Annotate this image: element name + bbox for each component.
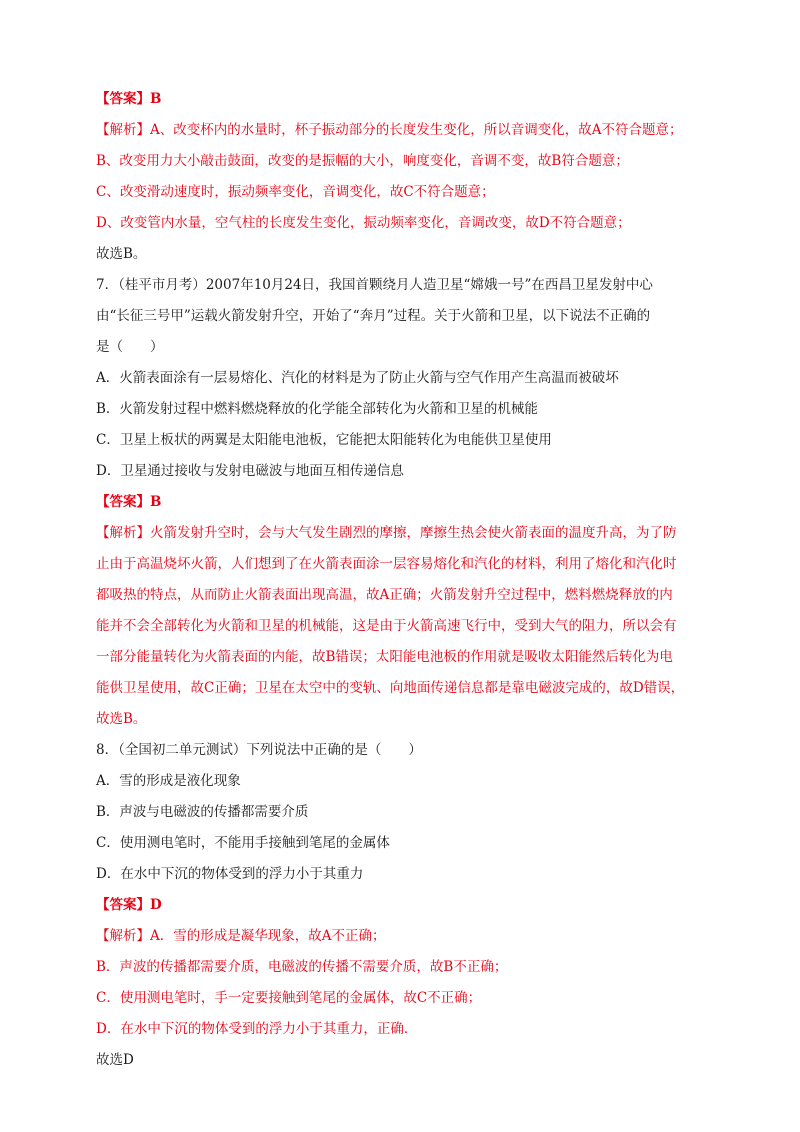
question-7-option-d: D．卫星通过接收与发射电磁波与地面互相传递信息 [96,463,404,479]
analysis-line: 能供卫星使用，故C正确；卫星在太空中的变轨、向地面传递信息都是靠电磁波完成的，故D错误， [96,680,685,696]
question-7-stem-line: 7．（桂平市月考）2007年10月24日，我国首颗绕月人造卫星“嫦娥一号”在西昌卫星发射中心 [96,277,653,293]
answer-label: 【答案】B [96,494,162,510]
analysis-line: 【解析】A、改变杯内的水量时，杯子振动部分的长度发生变化，所以音调变化，故A不符合题意； [96,122,683,138]
question-7-option-b: B．火箭发射过程中燃料燃烧释放的化学能全部转化为火箭和卫星的机械能 [96,401,538,417]
analysis-line: B．声波的传播都需要介质，电磁波的传播不需要介质，故B不正确； [96,959,508,975]
analysis-line: C、改变滑动速度时，振动频率变化，音调变化，故C不符合题意； [96,184,495,200]
analysis-line: B、改变用力大小敲击鼓面，改变的是振幅的大小，响度变化，音调不变，故B符合题意； [96,153,629,169]
conclusion-line: 故选B。 [96,246,147,262]
analysis-line: 一部分能量转化为火箭表面的内能，故B错误；太阳能电池板的作用就是吸收太阳能然后转化为电 [96,649,673,665]
question-8-option-d: D．在水中下沉的物体受到的浮力小于其重力 [96,866,364,882]
analysis-line: 【解析】火箭发射升空时，会与大气发生剧烈的摩擦，摩擦生热会使火箭表面的温度升高，为了防 [96,525,677,541]
analysis-line: 能并不会全部转化为火箭和卫星的机械能，这是由于火箭高速飞行中，受到大气的阻力，所以会有 [96,618,677,634]
question-8-option-a: A．雪的形成是液化现象 [96,773,241,789]
answer-label: 【答案】D [96,897,162,913]
analysis-line: C．使用测电笔时，手一定要接触到笔尾的金属体，故C不正确； [96,990,482,1006]
conclusion-line: 故选D [96,1052,134,1068]
answer-label: 【答案】B [96,91,162,107]
question-8-stem: 8．（全国初二单元测试）下列说法中正确的是（ ） [96,742,422,758]
question-7-option-a: A．火箭表面涂有一层易熔化、汽化的材料是为了防止火箭与空气作用产生高温而被破坏 [96,370,619,386]
question-8-option-c: C．使用测电笔时，不能用手接触到笔尾的金属体 [96,835,390,851]
analysis-line: 【解析】A．雪的形成是凝华现象，故A不正确； [96,928,386,944]
question-7-option-c: C．卫星上板状的两翼是太阳能电池板，它能把太阳能转化为电能供卫星使用 [96,432,552,448]
analysis-line: 都吸热的特点，从而防止火箭表面出现高温，故A正确；火箭发射升空过程中，燃料燃烧释放的内 [96,587,673,603]
analysis-line: 止由于高温烧坏火箭，人们想到了在火箭表面涂一层容易熔化和汽化的材料，利用了熔化和汽化时 [96,556,677,572]
question-8-option-b: B．声波与电磁波的传播都需要介质 [96,804,309,820]
analysis-line: D．在水中下沉的物体受到的浮力小于其重力，正确． [96,1021,418,1037]
question-7-stem-line: 由“长征三号甲”运载火箭发射升空，开始了“奔月”过程。关于火箭和卫星，以下说法不正确的 [96,308,651,324]
question-7-stem-line: 是（ ） [96,339,164,355]
analysis-line: D、改变管内水量，空气柱的长度发生变化，振动频率变化，音调改变，故D不符合题意； [96,215,631,231]
analysis-line: 故选B。 [96,711,147,727]
